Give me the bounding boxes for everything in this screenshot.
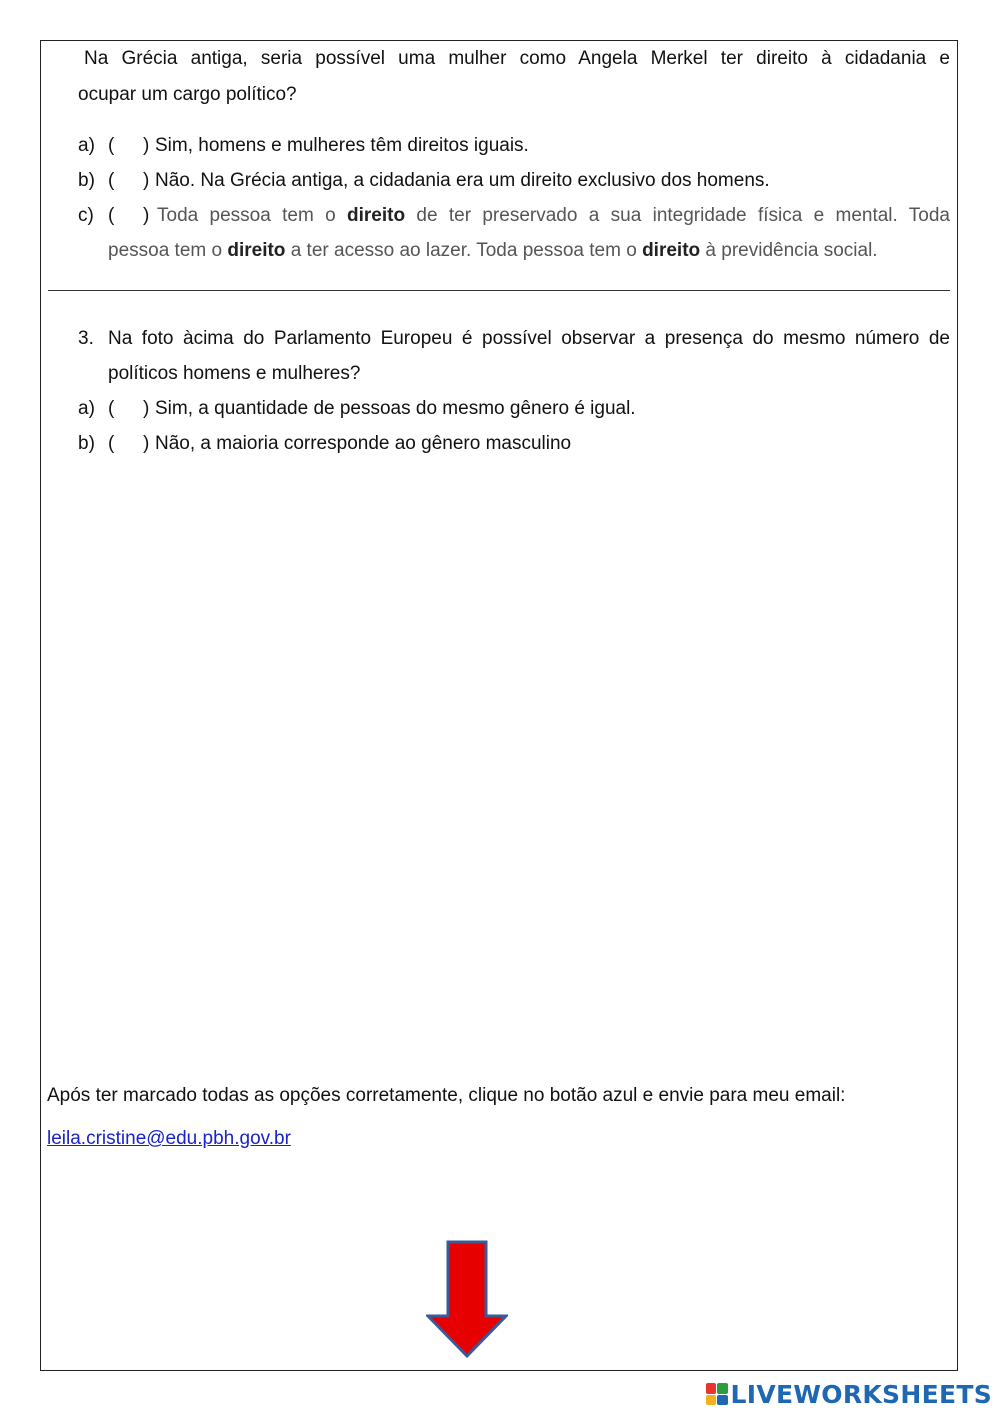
- question-3-number: 3.: [78, 328, 94, 349]
- option-c-l2-b: a ter acesso ao lazer. Toda pessoa tem o: [290, 240, 637, 261]
- liveworksheets-logo: [706, 1378, 992, 1410]
- option-b-checkbox-open[interactable]: (: [108, 170, 115, 191]
- option-c-l2-c: à previdência social.: [705, 240, 878, 261]
- option-c-l1-b: de ter preservado a sua integridade física e mental. Toda: [416, 205, 950, 226]
- option-b-text: Não. Na Grécia antiga, a cidadania era um direito exclusivo dos homens.: [155, 170, 770, 191]
- option-b-marker: b): [78, 170, 95, 191]
- question-intro-line2: ocupar um cargo político?: [78, 84, 297, 105]
- question-3-line2: políticos homens e mulheres?: [108, 363, 361, 384]
- option-c-marker: c): [78, 205, 94, 226]
- option-a-marker: a): [78, 135, 95, 156]
- q3-option-b-marker: b): [78, 433, 95, 454]
- q3-option-b-checkbox-open[interactable]: (: [108, 433, 115, 454]
- option-c-l1-bold: direito: [347, 205, 406, 226]
- option-c-checkbox-open[interactable]: (: [108, 205, 115, 226]
- option-a-checkbox-open[interactable]: (: [108, 135, 115, 156]
- logo-text: LIVEWORKSHEETS: [730, 1379, 992, 1409]
- down-arrow-shape: [428, 1242, 506, 1356]
- q3-option-a-marker: a): [78, 398, 95, 419]
- option-c-text-line2: [108, 238, 878, 264]
- submit-instruction: Após ter marcado todas as opções corretamente, clique no botão azul e envie para meu email:: [47, 1085, 846, 1106]
- down-arrow-icon: [426, 1240, 508, 1360]
- logo-mark-cell: [706, 1383, 717, 1394]
- q3-option-a-checkbox-open[interactable]: (: [108, 398, 115, 419]
- option-c-l2-bold1: direito: [227, 240, 286, 261]
- logo-mark-cell: [706, 1395, 717, 1406]
- logo-mark-icon: [706, 1383, 728, 1405]
- q3-option-a-checkbox-close[interactable]: ): [143, 398, 150, 419]
- q3-option-b-text: Não, a maioria corresponde ao gênero masculino: [155, 433, 572, 454]
- option-c-l2-a: pessoa tem o: [108, 240, 223, 261]
- option-c-l1-a: Toda pessoa tem o: [157, 205, 336, 226]
- q3-option-a-text: Sim, a quantidade de pessoas do mesmo gênero é igual.: [155, 398, 636, 419]
- logo-mark-cell: [717, 1383, 728, 1394]
- option-c-text-line1: [157, 203, 950, 229]
- email-link[interactable]: leila.cristine@edu.pbh.gov.br: [47, 1128, 291, 1149]
- option-b-checkbox-close[interactable]: ): [143, 170, 150, 191]
- option-a-checkbox-close[interactable]: ): [143, 135, 150, 156]
- option-c-checkbox-close[interactable]: ): [143, 205, 150, 226]
- section-divider: [48, 290, 950, 291]
- question-3-line1: Na foto àcima do Parlamento Europeu é possível observar a presença do mesmo número de: [108, 328, 950, 349]
- q3-option-b-checkbox-close[interactable]: ): [143, 433, 150, 454]
- logo-mark-cell: [717, 1395, 728, 1406]
- option-a-text: Sim, homens e mulheres têm direitos iguais.: [155, 135, 529, 156]
- option-c-l2-bold2: direito: [642, 240, 701, 261]
- question-intro-line1: Na Grécia antiga, seria possível uma mulher como Angela Merkel ter direito à cidadania e: [84, 48, 950, 69]
